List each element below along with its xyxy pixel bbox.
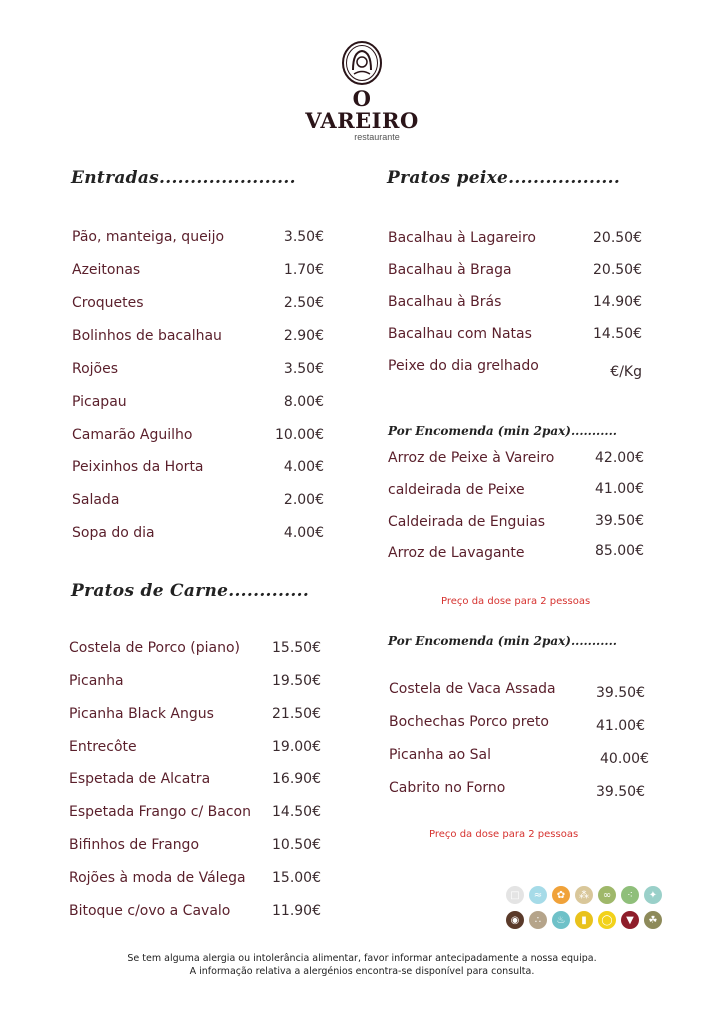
menu-item (388, 514, 644, 534)
restaurant-logo (300, 40, 424, 142)
item-name: Costela de Porco (piano) (69, 640, 240, 656)
item-price: 19.50€ (272, 673, 321, 689)
item-name: Bitoque c/ovo a Cavalo (69, 903, 231, 919)
menu-item (69, 903, 321, 923)
menu-item (388, 230, 642, 250)
item-name: Picanha Black Angus (69, 706, 214, 722)
molluscs-icon: ◉ (506, 911, 524, 929)
soy-icon: ⁖ (621, 886, 639, 904)
dose-note: Preço da dose para 2 pessoas (429, 829, 579, 840)
item-price: 1.70€ (283, 262, 324, 278)
item-name: Azeitonas (72, 262, 141, 278)
menu-item (69, 706, 321, 726)
section-title-encomenda-carne: Por Encomenda (min 2pax)........... (388, 634, 617, 648)
item-price: 14.90€ (593, 294, 642, 310)
item-name: Camarão Aguilho (72, 427, 193, 443)
allergen-icons (506, 886, 676, 936)
celery-icon: ✦ (644, 886, 662, 904)
menu-item (388, 358, 642, 378)
item-name: Peixe do dia grelhado (388, 358, 539, 374)
item-price: 10.00€ (275, 427, 324, 443)
menu-item (69, 870, 321, 890)
item-name: Picapau (72, 394, 127, 410)
menu-item (72, 229, 324, 249)
allergen-row (506, 886, 676, 904)
item-price: 14.50€ (272, 804, 321, 820)
item-name: Arroz de Lavagante (388, 545, 525, 561)
menu-item (69, 771, 321, 791)
footer-line-2: A informação relativa a alergénios encontra-se disponível para consulta. (189, 966, 535, 977)
menu-item (69, 673, 321, 693)
item-price: 8.00€ (283, 394, 324, 410)
section-title-peixe: Pratos peixe.................. (387, 168, 621, 188)
menu-item (389, 681, 645, 701)
nuts-icon: ✿ (552, 886, 570, 904)
menu-item (69, 804, 321, 824)
item-name: Caldeirada de Enguias (388, 514, 546, 530)
lupin-icon: ☘ (644, 911, 662, 929)
menu-item (388, 294, 642, 314)
logo-name: O VAREIRO (305, 86, 419, 133)
menu-item (72, 295, 324, 315)
item-name: Rojões (72, 361, 119, 377)
item-name: Pão, manteiga, queijo (72, 229, 225, 245)
item-name: Cabrito no Forno (389, 780, 506, 796)
menu-item (388, 450, 644, 470)
menu-item (72, 262, 324, 282)
item-price: 41.00€ (595, 481, 644, 497)
item-name: Sopa do dia (72, 525, 155, 541)
sesame-icon: ∴ (529, 911, 547, 929)
menu-item (389, 780, 645, 800)
menu-item (72, 427, 324, 447)
peanut-icon: ∞ (598, 886, 616, 904)
item-name: Bacalhau à Lagareiro (388, 230, 536, 246)
allergy-footer (0, 952, 724, 978)
item-price: 4.00€ (283, 459, 324, 475)
item-price: 39.50€ (595, 513, 644, 529)
item-price: 3.50€ (283, 361, 324, 377)
item-name: Espetada de Alcatra (69, 771, 211, 787)
menu-item (389, 714, 645, 734)
crustacean-icon: ♨ (552, 911, 570, 929)
allergen-row (506, 911, 676, 929)
item-price: 16.90€ (272, 771, 321, 787)
item-name: Peixinhos da Horta (72, 459, 204, 475)
section-title-entradas: Entradas...................... (71, 168, 296, 188)
menu-item (69, 837, 321, 857)
item-price: 14.50€ (593, 326, 642, 342)
menu-item (69, 739, 321, 759)
item-name: Rojões à moda de Válega (69, 870, 246, 886)
item-price: 4.00€ (283, 525, 324, 541)
item-name: Picanha (69, 673, 124, 689)
item-price: 20.50€ (593, 262, 642, 278)
wheat-icon: ⁂ (575, 886, 593, 904)
logo-subtitle: restaurante (354, 132, 400, 142)
footer-line-1: Se tem alguma alergia ou intolerância alimentar, favor informar antecipadamente a nossa equipa. (127, 953, 597, 964)
item-price: 42.00€ (595, 450, 644, 466)
fish-icon: ≈ (529, 886, 547, 904)
item-price: 15.00€ (272, 870, 321, 886)
menu-item (72, 361, 324, 381)
menu-item (72, 459, 324, 479)
item-price: 39.50€ (596, 784, 645, 800)
menu-item (388, 545, 644, 565)
woman-portrait-icon (340, 40, 384, 86)
item-price: 11.90€ (272, 903, 321, 919)
menu-item (388, 326, 642, 346)
item-name: Salada (72, 492, 120, 508)
menu-item (388, 482, 644, 502)
item-price: €/Kg (610, 364, 642, 380)
item-price: 39.50€ (596, 685, 645, 701)
item-name: Croquetes (72, 295, 144, 311)
item-name: Costela de Vaca Assada (389, 681, 556, 697)
item-name: Espetada Frango c/ Bacon (69, 804, 251, 820)
item-name: Bolinhos de bacalhau (72, 328, 222, 344)
item-name: caldeirada de Peixe (388, 482, 525, 498)
egg-icon: ◯ (598, 911, 616, 929)
section-title-carne: Pratos de Carne............. (71, 581, 310, 601)
item-price: 3.50€ (283, 229, 324, 245)
menu-item (72, 492, 324, 512)
dose-note: Preço da dose para 2 pessoas (441, 596, 591, 607)
item-price: 21.50€ (272, 706, 321, 722)
item-price: 41.00€ (596, 718, 645, 734)
item-name: Bifinhos de Frango (69, 837, 200, 853)
item-price: 85.00€ (595, 543, 644, 559)
item-price: 2.90€ (283, 328, 324, 344)
item-price: 19.00€ (272, 739, 321, 755)
item-price: 15.50€ (272, 640, 321, 656)
item-name: Picanha ao Sal (389, 747, 492, 763)
item-name: Arroz de Peixe à Vareiro (388, 450, 555, 466)
item-name: Bacalhau com Natas (388, 326, 532, 342)
menu-item (69, 640, 321, 660)
milk-icon: □ (506, 886, 524, 904)
item-price: 20.50€ (593, 230, 642, 246)
menu-item (72, 328, 324, 348)
item-price: 40.00€ (600, 751, 649, 767)
item-name: Bacalhau à Brás (388, 294, 502, 310)
item-price: 2.00€ (283, 492, 324, 508)
item-price: 2.50€ (283, 295, 324, 311)
item-name: Bochechas Porco preto (389, 714, 549, 730)
menu-item (389, 747, 649, 767)
section-title-encomenda-peixe: Por Encomenda (min 2pax)........... (388, 424, 617, 438)
item-price: 10.50€ (272, 837, 321, 853)
menu-item (72, 525, 324, 545)
mustard-icon: ▮ (575, 911, 593, 929)
item-name: Entrecôte (69, 739, 137, 755)
menu-item (72, 394, 324, 414)
sulphite-icon: ▼ (621, 911, 639, 929)
menu-item (388, 262, 642, 282)
item-name: Bacalhau à Braga (388, 262, 512, 278)
